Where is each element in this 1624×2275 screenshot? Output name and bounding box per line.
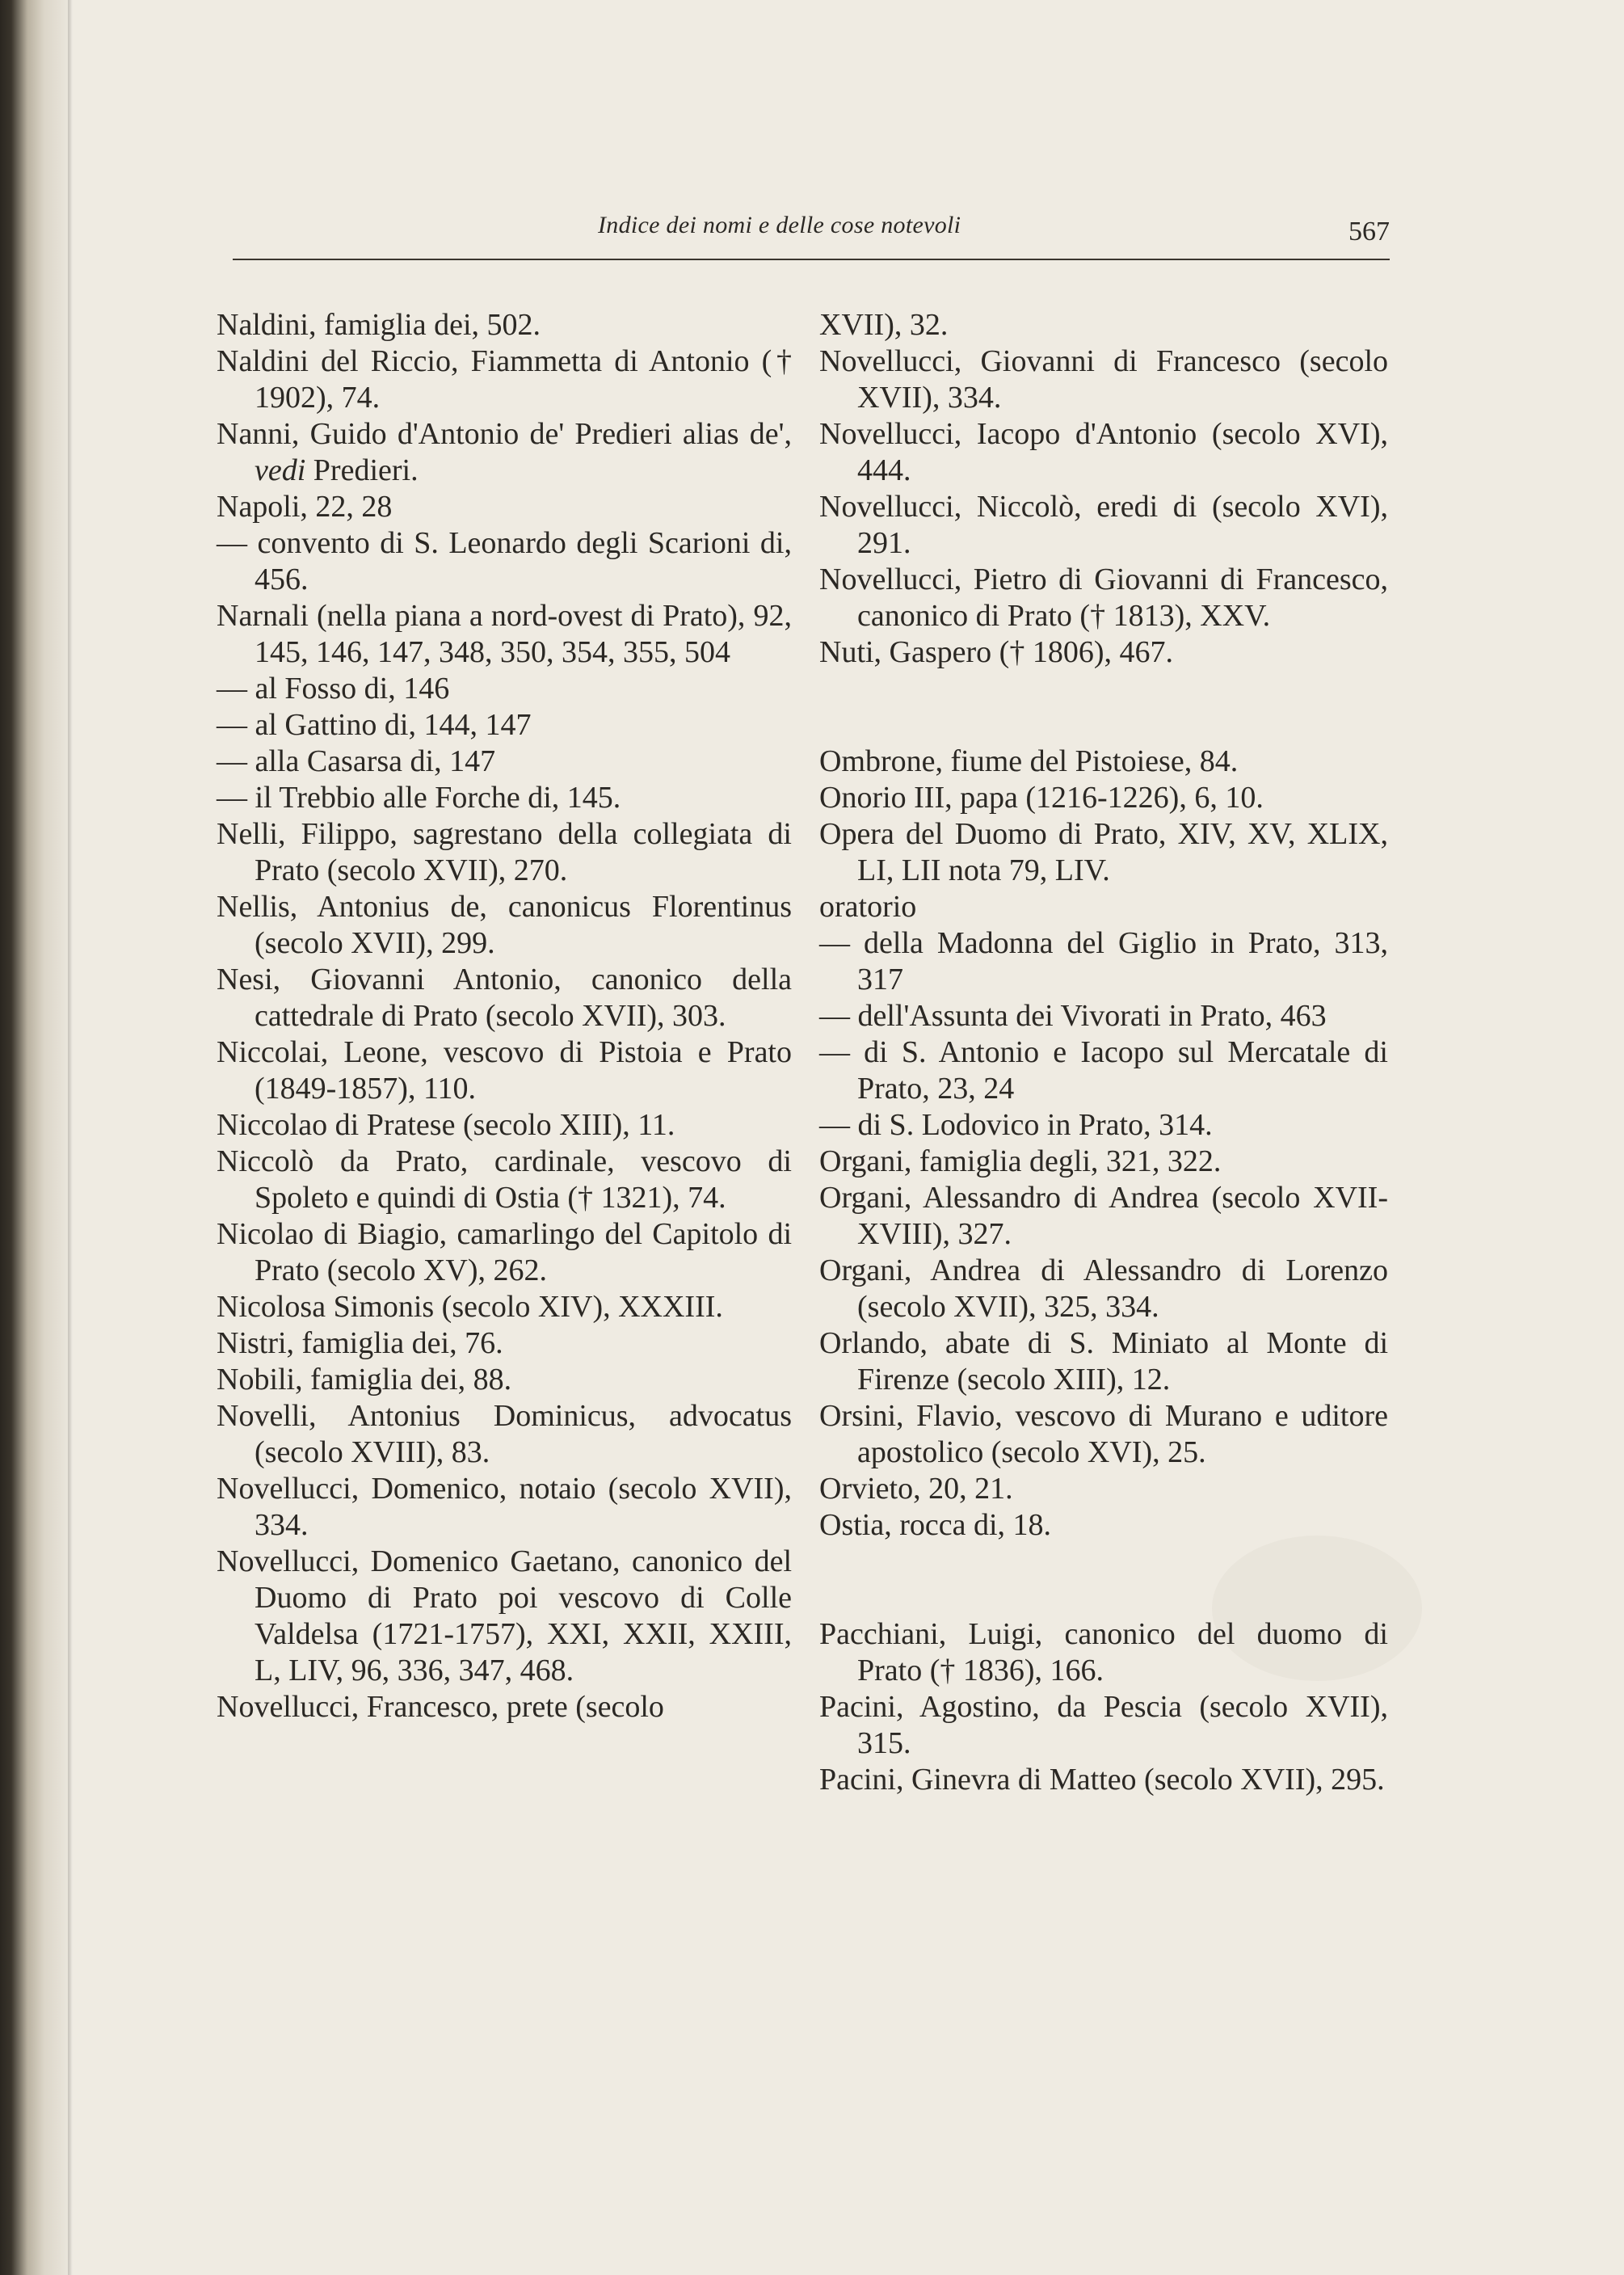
index-column-left xyxy=(217,307,792,1725)
page-edge-shadow xyxy=(68,0,73,2275)
index-entry: — il Trebbio alle Forche di, 145. xyxy=(217,781,621,815)
index-entry: Nesi, Giovanni Antonio, canonico della cattedrale di Prato (secolo XVII), 303. xyxy=(217,963,792,1033)
index-entry: — di S. Lodovico in Prato, 314. xyxy=(819,1108,1213,1142)
vedi-italic: vedi xyxy=(255,453,306,487)
index-entry: Nobili, famiglia dei, 88. xyxy=(217,1363,512,1397)
index-entry: Pacini, Ginevra di Matteo (secolo XVII), 295. xyxy=(819,1763,1385,1797)
index-entry: Pacchiani, Luigi, canonico del duomo di Prato († 1836), 166. xyxy=(819,1617,1388,1687)
index-entry: oratorio xyxy=(819,890,917,924)
index-entry: Orsini, Flavio, vescovo di Murano e uditore apostolico (secolo XVI), 25. xyxy=(819,1399,1388,1469)
index-entry: Orvieto, 20, 21. xyxy=(819,1472,1013,1506)
index-entry: Naldini del Riccio, Fiammetta di Antonio († 1902), 74. xyxy=(217,344,792,415)
index-entry: Novellucci, Giovanni di Francesco (secolo XVII), 334. xyxy=(819,344,1388,415)
index-entry: — al Gattino di, 144, 147 xyxy=(217,708,532,742)
index-entry: — alla Casarsa di, 147 xyxy=(217,744,496,778)
index-entry: Novellucci, Pietro di Giovanni di Francesco, canonico di Prato († 1813), XXV. xyxy=(819,562,1388,633)
index-entry: Nanni, Guido d'Antonio de' Predieri alias de', vedi Predieri. xyxy=(217,417,792,487)
book-spine-shadow xyxy=(0,0,71,2275)
index-entry: Organi, Andrea di Alessandro di Lorenzo (secolo XVII), 325, 334. xyxy=(819,1253,1388,1324)
index-entry: — al Fosso di, 146 xyxy=(217,672,450,706)
header-rule xyxy=(233,259,1390,260)
index-entry: Novellucci, Francesco, prete (secolo xyxy=(217,1690,664,1724)
running-title: Indice dei nomi e delle cose notevoli xyxy=(598,212,961,238)
index-entry: Novelli, Antonius Dominicus, advocatus (secolo XVIII), 83. xyxy=(217,1399,792,1469)
index-entry: Nistri, famiglia dei, 76. xyxy=(217,1326,503,1360)
index-entry: XVII), 32. xyxy=(819,308,949,342)
index-entry: Onorio III, papa (1216-1226), 6, 10. xyxy=(819,781,1264,815)
index-entry: Ostia, rocca di, 18. xyxy=(819,1508,1052,1542)
index-entry: — dell'Assunta dei Vivorati in Prato, 463 xyxy=(819,999,1327,1033)
index-entry: Niccolò da Prato, cardinale, vescovo di Spoleto e quindi di Ostia († 1321), 74. xyxy=(217,1144,792,1215)
index-entry: — della Madonna del Giglio in Prato, 313, 317 xyxy=(819,926,1388,996)
index-entry: — convento di S. Leonardo degli Scarioni di, 456. xyxy=(217,526,792,596)
index-entry: Niccolai, Leone, vescovo di Pistoia e Prato (1849-1857), 110. xyxy=(217,1035,792,1106)
index-entry: — di S. Antonio e Iacopo sul Mercatale di Prato, 23, 24 xyxy=(819,1035,1388,1106)
index-entry: Nicolao di Biagio, camarlingo del Capitolo di Prato (secolo XV), 262. xyxy=(217,1217,792,1287)
index-entry: Novellucci, Niccolò, eredi di (secolo XVI), 291. xyxy=(819,490,1388,560)
index-entry: Nelli, Filippo, sagrestano della collegiata di Prato (secolo XVII), 270. xyxy=(217,817,792,887)
index-entry: Nuti, Gaspero († 1806), 467. xyxy=(819,635,1173,669)
letter-group-gap xyxy=(819,671,1388,744)
index-entry: Opera del Duomo di Prato, XIV, XV, XLIX, LI, LII nota 79, LIV. xyxy=(819,817,1388,887)
index-entry: Organi, Alessandro di Andrea (secolo XVII-XVIII), 327. xyxy=(819,1181,1388,1251)
index-entry: Ombrone, fiume del Pistoiese, 84. xyxy=(819,744,1239,778)
index-entry: Novellucci, Domenico, notaio (secolo XVII), 334. xyxy=(217,1472,792,1542)
index-entry: Novellucci, Iacopo d'Antonio (secolo XVI), 444. xyxy=(819,417,1388,487)
index-entry: Orlando, abate di S. Miniato al Monte di Firenze (secolo XIII), 12. xyxy=(819,1326,1388,1397)
index-entry: Organi, famiglia degli, 321, 322. xyxy=(819,1144,1222,1178)
index-column-right xyxy=(819,307,1388,1798)
index-entry: Niccolao di Pratese (secolo XIII), 11. xyxy=(217,1108,675,1142)
index-entry: Nicolosa Simonis (secolo XIV), XXXIII. xyxy=(217,1290,723,1324)
index-entry: Nellis, Antonius de, canonicus Florentinus (secolo XVII), 299. xyxy=(217,890,792,960)
index-entry: Naldini, famiglia dei, 502. xyxy=(217,308,541,342)
index-entry: Pacini, Agostino, da Pescia (secolo XVII), 315. xyxy=(819,1690,1388,1760)
page-header xyxy=(233,212,1390,260)
letter-group-gap xyxy=(819,1544,1388,1616)
index-entry: Narnali (nella piana a nord-ovest di Prato), 92, 145, 146, 147, 348, 350, 354, 355, 504 xyxy=(217,599,792,669)
page-number: 567 xyxy=(1348,217,1390,246)
index-entry: Napoli, 22, 28 xyxy=(217,490,393,524)
index-entry: Novellucci, Domenico Gaetano, canonico del Duomo di Prato poi vescovo di Colle Valdelsa (1721-1757), XXI, XXII, XXIII, L, LIV, 96, 336, 347, 468. xyxy=(217,1544,792,1687)
